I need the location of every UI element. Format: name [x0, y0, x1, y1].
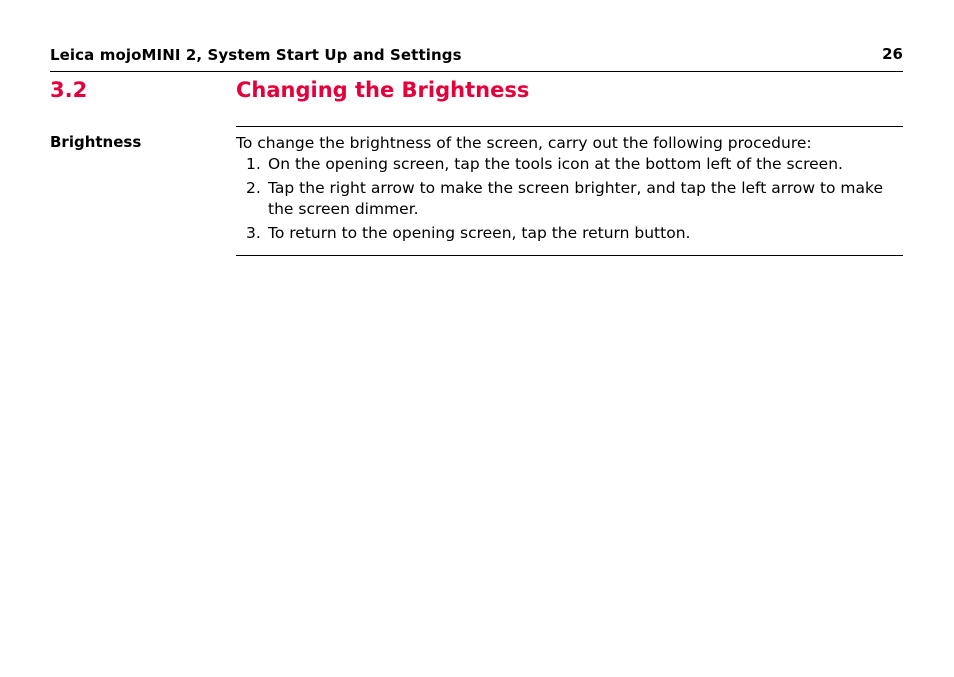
procedure-step — [236, 154, 903, 175]
procedure-step — [236, 178, 903, 220]
procedure-block — [236, 126, 903, 256]
procedure-steps — [236, 154, 903, 244]
step-number: 2. — [246, 179, 261, 197]
section-title: Changing the Brightness — [236, 78, 530, 102]
section-number: 3.2 — [50, 78, 88, 102]
page-number: 26 — [882, 45, 903, 63]
procedure-intro: To change the brightness of the screen, carry out the following procedure: — [236, 134, 812, 152]
running-header-title: Leica mojoMINI 2, System Start Up and Settings — [50, 46, 462, 64]
step-text: On the opening screen, tap the tools icon at the bottom left of the screen. — [268, 155, 843, 173]
step-text: To return to the opening screen, tap the return button. — [268, 224, 691, 242]
step-number: 3. — [246, 224, 261, 242]
side-heading: Brightness — [50, 133, 142, 151]
running-header — [50, 44, 903, 72]
step-text: Tap the right arrow to make the screen brighter, and tap the left arrow to make the screen dimmer. — [268, 179, 883, 218]
step-number: 1. — [246, 155, 261, 173]
procedure-step — [236, 223, 903, 244]
